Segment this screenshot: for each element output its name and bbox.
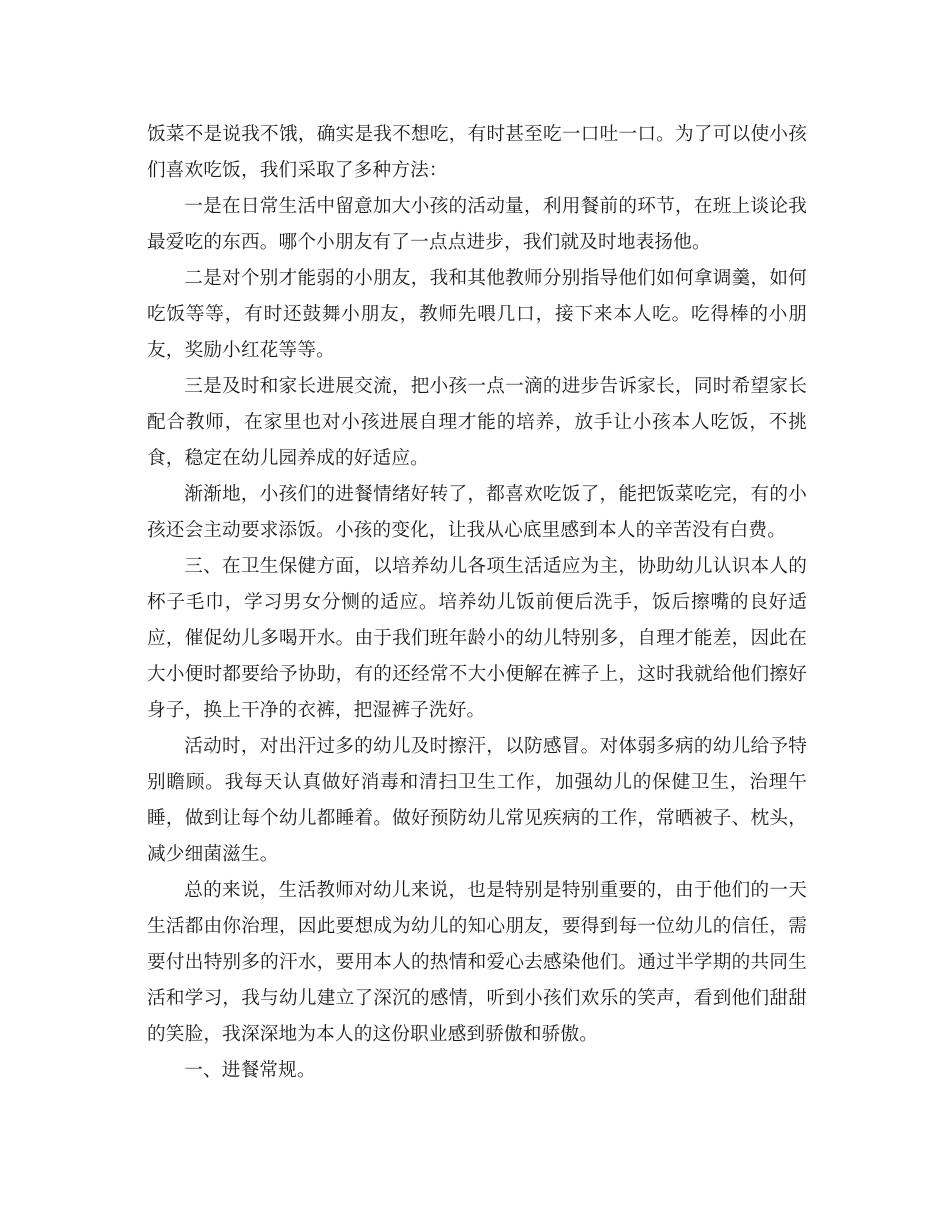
paragraph: 渐渐地，小孩们的进餐情绪好转了，都喜欢吃饭了，能把饭菜吃完，有的小孩还会主动要求添饭。小孩的变化，让我从心底里感到本人的辛苦没有白费。	[147, 484, 807, 541]
paragraph: 二是对个别才能弱的小朋友，我和其他教师分别指导他们如何拿调羹，如何吃饭等等，有时还鼓舞小朋友，教师先喂几口，接下来本人吃。吃得棒的小朋友，奖励小红花等等。	[147, 268, 807, 361]
paragraph: 活动时，对出汗过多的幼儿及时擦汗，以防感冒。对体弱多病的幼儿给予特别瞻顾。我每天认真做好消毒和清扫卫生工作，加强幼儿的保健卫生，治理午睡，做到让每个幼儿都睡着。做好预防幼儿常见疾病的工作，常晒被子、枕头，减少细菌滋生。	[147, 736, 807, 865]
paragraph: 三是及时和家长进展交流，把小孩一点一滴的进步告诉家长，同时希望家长配合教师，在家里也对小孩进展自理才能的培养，放手让小孩本人吃饭，不挑食，稳定在幼儿园养成的好适应。	[147, 376, 807, 469]
document-body	[147, 117, 807, 1089]
paragraph: 总的来说，生活教师对幼儿来说，也是特别是特别重要的，由于他们的一天生活都由你治理，因此要想成为幼儿的知心朋友，要得到每一位幼儿的信任，需要付出特别多的汗水，要用本人的热情和爱心去感染他们。通过半学期的共同生活和学习，我与幼儿建立了深沉的感情，听到小孩们欢乐的笑声，看到他们甜甜的笑脸，我深深地为本人的这份职业感到骄傲和骄傲。	[147, 880, 807, 1045]
paragraph: 三、在卫生保健方面，以培养幼儿各项生活适应为主，协助幼儿认识本人的杯子毛巾，学习男女分恻的适应。培养幼儿饭前便后洗手，饭后擦嘴的良好适应，催促幼儿多喝开水。由于我们班年龄小的幼儿特别多，自理才能差，因此在大小便时都要给予协助，有的还经常不大小便解在裤子上，这时我就给他们擦好身子，换上干净的衣裤，把湿裤子洗好。	[147, 556, 807, 721]
section-heading: 一、进餐常规。	[184, 1060, 316, 1081]
paragraph: 饭菜不是说我不饿，确实是我不想吃，有时甚至吃一口吐一口。为了可以使小孩们喜欢吃饭，我们采取了多种方法：	[147, 124, 807, 181]
paragraph: 一是在日常生活中留意加大小孩的活动量，利用餐前的环节，在班上谈论我最爱吃的东西。哪个小朋友有了一点点进步，我们就及时地表扬他。	[147, 196, 807, 253]
